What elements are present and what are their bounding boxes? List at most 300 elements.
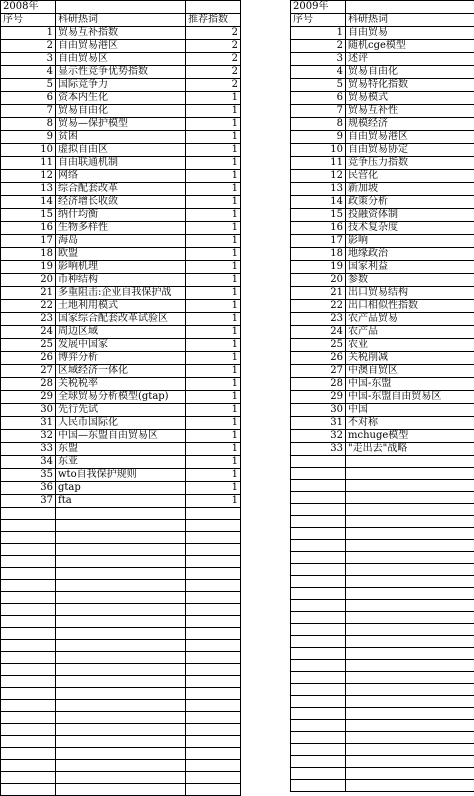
cell-term[interactable]: 欧盟 [56,248,186,261]
empty-cell[interactable] [1,532,56,544]
cell-index[interactable]: 1 [186,118,241,131]
cell-term[interactable]: 新加坡 [346,183,474,196]
empty-cell[interactable] [291,504,346,516]
empty-cell[interactable] [291,600,346,612]
empty-cell[interactable] [186,760,241,772]
empty-cell[interactable] [1,544,56,556]
cell-seq[interactable]: 22 [1,300,56,313]
cell-seq[interactable]: 32 [291,430,346,443]
cell-seq[interactable]: 24 [1,326,56,339]
empty-cell[interactable] [186,544,241,556]
cell-term[interactable]: fta [56,495,186,508]
cell-term[interactable]: 自由联通机制 [56,157,186,170]
cell-term[interactable]: 生物多样性 [56,222,186,235]
empty-cell[interactable] [346,528,474,540]
cell-index[interactable]: 1 [186,183,241,196]
cell-term[interactable]: 中国-东盟 [346,378,474,391]
cell-seq[interactable]: 6 [1,92,56,105]
empty-cell[interactable] [186,700,241,712]
empty-cell[interactable] [291,576,346,588]
cell-seq[interactable]: 28 [1,378,56,391]
empty-cell[interactable] [346,648,474,660]
empty-cell[interactable] [346,468,474,480]
cell-seq[interactable]: 14 [291,196,346,209]
cell-seq[interactable]: 8 [291,118,346,131]
cell-index[interactable]: 1 [186,300,241,313]
cell-term[interactable]: 农产品贸易 [346,313,474,326]
year-label[interactable]: 2008年 [1,1,56,14]
cell-seq[interactable]: 2 [291,40,346,53]
empty-cell[interactable] [346,636,474,648]
cell-term[interactable]: 东盟 [56,443,186,456]
empty-cell[interactable] [1,712,56,724]
cell-seq[interactable]: 5 [1,79,56,92]
cell-seq[interactable]: 26 [291,352,346,365]
cell-seq[interactable]: 18 [1,248,56,261]
empty-cell[interactable] [291,528,346,540]
empty-cell[interactable] [56,700,186,712]
cell-term[interactable]: 土地利用模式 [56,300,186,313]
empty-cell[interactable] [346,504,474,516]
header-index[interactable]: 推荐指数 [186,14,241,27]
cell-term[interactable]: 贸易互补指数 [56,27,186,40]
empty-cell[interactable] [346,600,474,612]
cell-term[interactable]: 自由贸易港区 [346,131,474,144]
cell-term[interactable]: 区域经济一体化 [56,365,186,378]
cell-term[interactable]: 虚拟自由区 [56,144,186,157]
empty-cell[interactable] [56,616,186,628]
empty-cell[interactable] [291,768,346,780]
empty-cell[interactable] [346,540,474,552]
cell-seq[interactable]: 19 [1,261,56,274]
cell-seq[interactable]: 13 [1,183,56,196]
cell-term[interactable]: 全球贸易分析模型(gtap) [56,391,186,404]
cell-term[interactable]: 中国 [346,404,474,417]
empty-cell[interactable] [291,684,346,696]
empty-cell[interactable] [56,580,186,592]
cell-term[interactable]: 参数 [346,274,474,287]
empty-cell[interactable] [56,748,186,760]
empty-cell[interactable] [291,456,346,468]
empty-cell[interactable] [56,604,186,616]
empty-cell[interactable] [1,628,56,640]
empty-cell[interactable] [346,456,474,468]
cell-seq[interactable]: 9 [1,131,56,144]
cell-term[interactable]: 出口贸易结构 [346,287,474,300]
cell-index[interactable]: 1 [186,365,241,378]
cell-term[interactable]: 不对称 [346,417,474,430]
cell-index[interactable]: 1 [186,469,241,482]
cell-index[interactable]: 1 [186,443,241,456]
cell-seq[interactable]: 15 [291,209,346,222]
cell-index[interactable]: 1 [186,391,241,404]
empty-cell[interactable] [56,772,186,784]
cell-term[interactable]: 人民币国际化 [56,417,186,430]
cell-term[interactable]: 国际竞争力 [56,79,186,92]
empty-cell[interactable] [1,724,56,736]
empty-cell[interactable] [56,544,186,556]
empty-cell[interactable] [56,784,186,796]
cell-seq[interactable]: 7 [1,105,56,118]
cell-seq[interactable]: 27 [1,365,56,378]
cell-term[interactable]: wto自我保护规则 [56,469,186,482]
cell-seq[interactable]: 6 [291,92,346,105]
empty-cell[interactable] [186,676,241,688]
cell-index[interactable]: 1 [186,157,241,170]
cell-index[interactable]: 1 [186,352,241,365]
cell-term[interactable]: 贸易—保护模型 [56,118,186,131]
cell-term[interactable]: 贸易自由化 [56,105,186,118]
empty-cell[interactable] [56,664,186,676]
cell-term[interactable]: 资本内生化 [56,92,186,105]
empty-cell[interactable] [346,768,474,780]
cell-seq[interactable]: 37 [1,495,56,508]
cell-index[interactable]: 1 [186,261,241,274]
cell-seq[interactable]: 11 [291,157,346,170]
cell-index[interactable]: 1 [186,326,241,339]
cell-seq[interactable]: 30 [291,404,346,417]
cell-term[interactable]: 影响 [346,235,474,248]
empty-cell[interactable] [56,676,186,688]
cell-index[interactable]: 1 [186,209,241,222]
cell-seq[interactable]: 9 [291,131,346,144]
cell-term[interactable]: 出口相似性指数 [346,300,474,313]
empty-cell[interactable] [186,652,241,664]
cell-seq[interactable]: 10 [1,144,56,157]
cell-seq[interactable]: 27 [291,365,346,378]
empty-cell[interactable] [346,516,474,528]
cell-term[interactable]: 国家利益 [346,261,474,274]
cell-seq[interactable]: 1 [1,27,56,40]
cell-seq[interactable]: 36 [1,482,56,495]
cell-term[interactable]: 先行先试 [56,404,186,417]
empty-cell[interactable] [1,652,56,664]
empty-cell[interactable] [1,700,56,712]
empty-cell[interactable] [186,520,241,532]
empty-cell[interactable] [56,712,186,724]
cell-seq[interactable]: 25 [291,339,346,352]
cell-term[interactable]: 博弈分析 [56,352,186,365]
empty-cell[interactable] [291,516,346,528]
cell-seq[interactable]: 17 [291,235,346,248]
cell-index[interactable]: 2 [186,66,241,79]
cell-index[interactable]: 2 [186,27,241,40]
cell-seq[interactable]: 29 [1,391,56,404]
header-term[interactable]: 科研热词 [346,14,474,27]
cell-seq[interactable]: 33 [1,443,56,456]
empty-cell[interactable] [56,532,186,544]
cell-seq[interactable]: 31 [291,417,346,430]
cell-term[interactable]: 述评 [346,53,474,66]
cell-seq[interactable]: 3 [291,53,346,66]
empty-cell[interactable] [186,640,241,652]
empty-cell[interactable] [346,756,474,768]
cell-index[interactable]: 1 [186,495,241,508]
cell-term[interactable]: 民营化 [346,170,474,183]
empty-cell[interactable] [186,628,241,640]
empty-cell[interactable] [186,604,241,616]
empty-cell[interactable] [186,736,241,748]
empty-cell[interactable] [186,556,241,568]
cell-seq[interactable]: 34 [1,456,56,469]
empty-cell[interactable] [186,784,241,796]
cell-term[interactable]: 关税税率 [56,378,186,391]
cell-seq[interactable]: 5 [291,79,346,92]
empty-cell[interactable] [346,696,474,708]
cell-term[interactable]: 东亚 [56,456,186,469]
header-term[interactable]: 科研热词 [56,14,186,27]
cell-seq[interactable]: 30 [1,404,56,417]
empty-cell[interactable] [346,480,474,492]
cell-seq[interactable]: 14 [1,196,56,209]
cell-index[interactable]: 1 [186,274,241,287]
cell-index[interactable]: 1 [186,378,241,391]
cell-term[interactable]: 技术复杂度 [346,222,474,235]
cell-term[interactable]: 综合配套改革 [56,183,186,196]
empty-cell[interactable] [186,712,241,724]
cell-seq[interactable]: 20 [291,274,346,287]
empty-cell[interactable] [291,780,346,792]
cell-seq[interactable]: 4 [1,66,56,79]
cell-term[interactable]: 政策分析 [346,196,474,209]
empty-cell[interactable] [56,1,186,14]
cell-term[interactable]: 规模经济 [346,118,474,131]
empty-cell[interactable] [291,480,346,492]
empty-cell[interactable] [1,520,56,532]
empty-cell[interactable] [1,736,56,748]
cell-index[interactable]: 2 [186,53,241,66]
empty-cell[interactable] [56,688,186,700]
cell-seq[interactable]: 4 [291,66,346,79]
empty-cell[interactable] [1,748,56,760]
empty-cell[interactable] [291,720,346,732]
cell-index[interactable]: 1 [186,105,241,118]
cell-seq[interactable]: 8 [1,118,56,131]
empty-cell[interactable] [186,664,241,676]
cell-index[interactable]: 1 [186,430,241,443]
empty-cell[interactable] [346,660,474,672]
cell-seq[interactable]: 12 [1,170,56,183]
cell-term[interactable]: mchuge模型 [346,430,474,443]
cell-seq[interactable]: 25 [1,339,56,352]
cell-index[interactable]: 1 [186,287,241,300]
cell-index[interactable]: 1 [186,235,241,248]
empty-cell[interactable] [346,672,474,684]
cell-seq[interactable]: 33 [291,443,346,456]
empty-cell[interactable] [56,508,186,520]
empty-cell[interactable] [1,688,56,700]
empty-cell[interactable] [1,508,56,520]
empty-cell[interactable] [291,468,346,480]
empty-cell[interactable] [1,676,56,688]
empty-cell[interactable] [346,732,474,744]
cell-seq[interactable]: 28 [291,378,346,391]
cell-term[interactable]: 地缘政治 [346,248,474,261]
empty-cell[interactable] [186,616,241,628]
cell-index[interactable]: 1 [186,144,241,157]
cell-seq[interactable]: 16 [291,222,346,235]
empty-cell[interactable] [346,780,474,792]
cell-index[interactable]: 1 [186,456,241,469]
empty-cell[interactable] [186,688,241,700]
cell-term[interactable]: 贸易特化指数 [346,79,474,92]
cell-seq[interactable]: 20 [1,274,56,287]
cell-term[interactable]: 贸易互补性 [346,105,474,118]
cell-index[interactable]: 2 [186,40,241,53]
empty-cell[interactable] [291,696,346,708]
cell-term[interactable]: 多重阻击:企业自我保护战 [56,287,186,300]
cell-seq[interactable]: 1 [291,27,346,40]
cell-seq[interactable]: 11 [1,157,56,170]
empty-cell[interactable] [346,492,474,504]
empty-cell[interactable] [56,652,186,664]
empty-cell[interactable] [56,736,186,748]
cell-term[interactable]: 中澳自贸区 [346,365,474,378]
empty-cell[interactable] [1,784,56,796]
cell-seq[interactable]: 24 [291,326,346,339]
empty-cell[interactable] [56,556,186,568]
empty-cell[interactable] [186,772,241,784]
empty-cell[interactable] [1,580,56,592]
empty-cell[interactable] [56,760,186,772]
cell-seq[interactable]: 17 [1,235,56,248]
cell-index[interactable]: 1 [186,482,241,495]
empty-cell[interactable] [291,588,346,600]
cell-term[interactable]: 自由贸易港区 [56,40,186,53]
cell-term[interactable]: 关税削减 [346,352,474,365]
empty-cell[interactable] [1,604,56,616]
empty-cell[interactable] [56,724,186,736]
empty-cell[interactable] [1,760,56,772]
cell-seq[interactable]: 16 [1,222,56,235]
empty-cell[interactable] [291,744,346,756]
cell-term[interactable]: 自由贸易 [346,27,474,40]
cell-index[interactable]: 2 [186,79,241,92]
cell-seq[interactable]: 26 [1,352,56,365]
cell-seq[interactable]: 19 [291,261,346,274]
empty-cell[interactable] [346,744,474,756]
empty-cell[interactable] [1,772,56,784]
cell-term[interactable]: 纳什均衡 [56,209,186,222]
cell-term[interactable]: 中国-东盟自由贸易区 [346,391,474,404]
cell-seq[interactable]: 23 [1,313,56,326]
empty-cell[interactable] [346,564,474,576]
empty-cell[interactable] [346,552,474,564]
cell-seq[interactable]: 7 [291,105,346,118]
empty-cell[interactable] [291,612,346,624]
empty-cell[interactable] [1,664,56,676]
cell-index[interactable]: 1 [186,131,241,144]
cell-term[interactable]: 周边区域 [56,326,186,339]
empty-cell[interactable] [291,564,346,576]
cell-index[interactable]: 1 [186,170,241,183]
cell-term[interactable]: 竞争压力指数 [346,157,474,170]
empty-cell[interactable] [186,568,241,580]
cell-term[interactable]: 农产品 [346,326,474,339]
empty-cell[interactable] [346,588,474,600]
cell-seq[interactable]: 23 [291,313,346,326]
empty-cell[interactable] [56,592,186,604]
cell-term[interactable]: 国家综合配套改革试验区 [56,313,186,326]
cell-seq[interactable]: 21 [1,287,56,300]
empty-cell[interactable] [346,720,474,732]
cell-seq[interactable]: 12 [291,170,346,183]
cell-term[interactable]: 贸易自由化 [346,66,474,79]
cell-index[interactable]: 1 [186,417,241,430]
cell-seq[interactable]: 22 [291,300,346,313]
cell-term[interactable]: 影响机理 [56,261,186,274]
cell-term[interactable]: 显示性竞争优势指数 [56,66,186,79]
empty-cell[interactable] [291,624,346,636]
cell-seq[interactable]: 2 [1,40,56,53]
empty-cell[interactable] [186,1,241,14]
cell-term[interactable]: 币种结构 [56,274,186,287]
empty-cell[interactable] [186,532,241,544]
cell-seq[interactable]: 31 [1,417,56,430]
empty-cell[interactable] [291,540,346,552]
cell-seq[interactable]: 35 [1,469,56,482]
cell-index[interactable]: 1 [186,339,241,352]
cell-seq[interactable]: 18 [291,248,346,261]
header-seq[interactable]: 序号 [1,14,56,27]
empty-cell[interactable] [291,756,346,768]
empty-cell[interactable] [291,552,346,564]
cell-term[interactable]: 自由贸易区 [56,53,186,66]
cell-term[interactable]: 海岛 [56,235,186,248]
cell-index[interactable]: 1 [186,196,241,209]
cell-index[interactable]: 1 [186,404,241,417]
empty-cell[interactable] [291,636,346,648]
empty-cell[interactable] [291,648,346,660]
empty-cell[interactable] [346,624,474,636]
empty-cell[interactable] [1,616,56,628]
empty-cell[interactable] [186,592,241,604]
empty-cell[interactable] [186,724,241,736]
empty-cell[interactable] [346,612,474,624]
empty-cell[interactable] [186,748,241,760]
cell-term[interactable]: 贸易模式 [346,92,474,105]
cell-term[interactable]: 贫困 [56,131,186,144]
cell-term[interactable]: 中国—东盟自由贸易区 [56,430,186,443]
cell-seq[interactable]: 15 [1,209,56,222]
empty-cell[interactable] [1,592,56,604]
empty-cell[interactable] [291,492,346,504]
empty-cell[interactable] [56,628,186,640]
empty-cell[interactable] [291,660,346,672]
empty-cell[interactable] [291,672,346,684]
empty-cell[interactable] [1,568,56,580]
cell-term[interactable]: 农业 [346,339,474,352]
cell-index[interactable]: 1 [186,248,241,261]
cell-seq[interactable]: 3 [1,53,56,66]
cell-seq[interactable]: 32 [1,430,56,443]
empty-cell[interactable] [346,708,474,720]
empty-cell[interactable] [291,708,346,720]
empty-cell[interactable] [186,580,241,592]
header-seq[interactable]: 序号 [291,14,346,27]
cell-seq[interactable]: 21 [291,287,346,300]
year-label[interactable]: 2009年 [291,1,346,14]
cell-term[interactable]: "走出去"战略 [346,443,474,456]
cell-index[interactable]: 1 [186,313,241,326]
empty-cell[interactable] [56,568,186,580]
cell-index[interactable]: 1 [186,222,241,235]
cell-term[interactable]: gtap [56,482,186,495]
cell-term[interactable]: 经济增长收敛 [56,196,186,209]
cell-seq[interactable]: 13 [291,183,346,196]
cell-term[interactable]: 随机cge模型 [346,40,474,53]
empty-cell[interactable] [346,576,474,588]
